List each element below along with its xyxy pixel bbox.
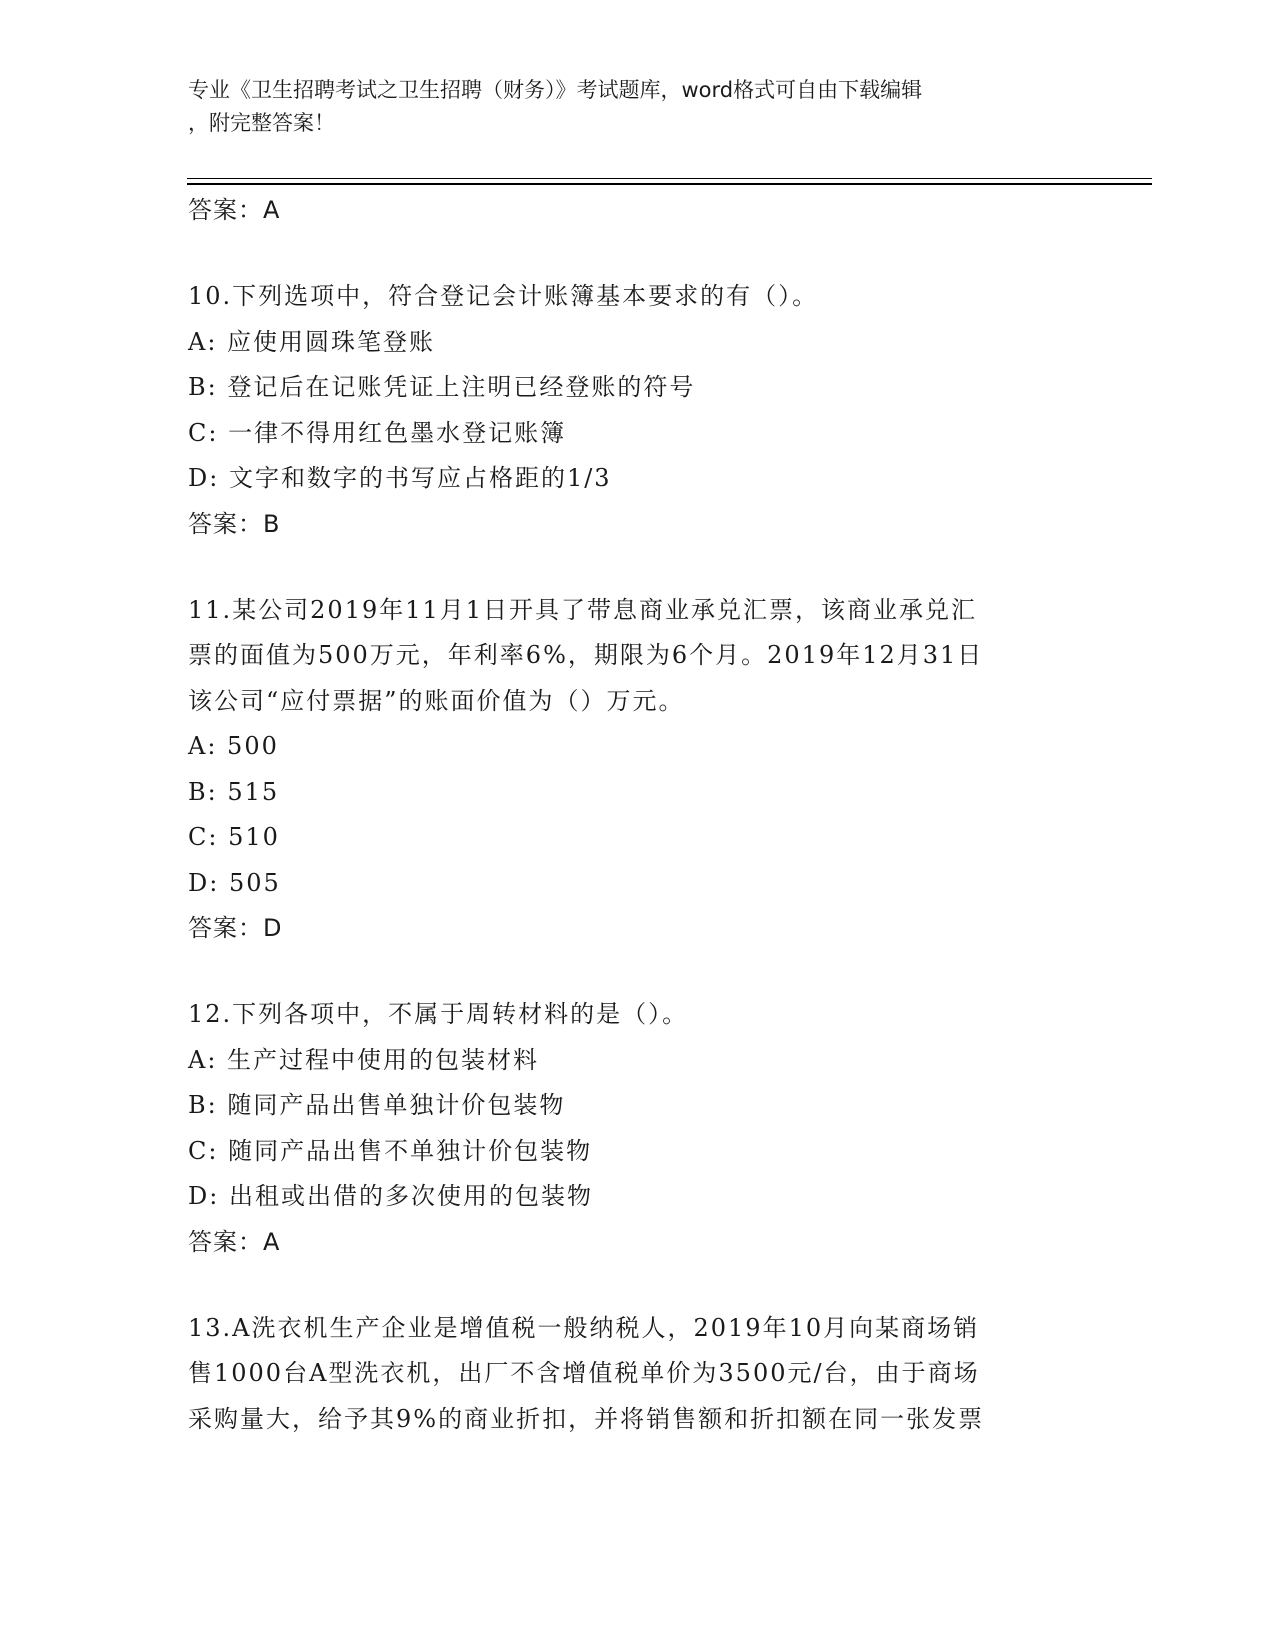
question-text: 12.下列各项中，不属于周转材料的是（）。 bbox=[188, 1000, 689, 1028]
question-10 bbox=[188, 274, 1088, 546]
option-c: C: 510 bbox=[188, 823, 280, 851]
question-text: 该公司“应付票据”的账面价值为（）万元。 bbox=[188, 686, 685, 715]
option-a: A: 应使用圆珠笔登账 bbox=[188, 327, 436, 356]
option-a: A: 500 bbox=[188, 732, 279, 760]
question-text: 11.某公司2019年11月1日开具了带息商业承兑汇票，该商业承兑汇 bbox=[188, 595, 978, 624]
answer-line: 答案：A bbox=[188, 196, 281, 224]
option-a: A: 生产过程中使用的包装材料 bbox=[188, 1045, 540, 1074]
header-divider-thick bbox=[187, 183, 1152, 185]
question-text: 13.A洗衣机生产企业是增值税一般纳税人，2019年10月向某商场销 bbox=[188, 1313, 980, 1342]
answer-line: 答案：B bbox=[188, 509, 281, 538]
option-b: B: 随同产品出售单独计价包装物 bbox=[188, 1091, 566, 1119]
answer-line: 答案：D bbox=[188, 914, 283, 942]
question-11 bbox=[188, 588, 1088, 951]
option-d: D: 出租或出借的多次使用的包装物 bbox=[188, 1182, 593, 1210]
question-text: 采购量大，给予其9%的商业折扣，并将销售额和折扣额在同一张发票 bbox=[188, 1404, 985, 1433]
question-12 bbox=[188, 992, 1088, 1264]
header-line-1: 专业《卫生招聘考试之卫生招聘（财务）》考试题库，word格式可自由下载编辑 bbox=[188, 78, 923, 102]
answer-line: 答案：A bbox=[188, 1227, 281, 1256]
question-13 bbox=[188, 1306, 1088, 1443]
header-divider-thin bbox=[187, 178, 1152, 179]
question-text: 售1000台A型洗衣机，出厂不含增值税单价为3500元/台，由于商场 bbox=[188, 1359, 980, 1387]
question-text: 10.下列选项中，符合登记会计账簿基本要求的有（）。 bbox=[188, 282, 819, 310]
option-b: B: 登记后在记账凭证上注明已经登账的符号 bbox=[188, 373, 696, 401]
question-content bbox=[188, 188, 1088, 1442]
option-b: B: 515 bbox=[188, 777, 280, 806]
question-text: 票的面值为500万元，年利率6%，期限为6个月。2019年12月31日 bbox=[188, 641, 984, 669]
option-c: C: 一律不得用红色墨水登记账簿 bbox=[188, 418, 567, 447]
option-d: D: 505 bbox=[188, 868, 281, 897]
option-d: D: 文字和数字的书写应占格距的1/3 bbox=[188, 464, 612, 492]
header-line-2: ，附完整答案！ bbox=[188, 111, 335, 135]
option-c: C: 随同产品出售不单独计价包装物 bbox=[188, 1136, 593, 1165]
page-header bbox=[188, 74, 1068, 140]
